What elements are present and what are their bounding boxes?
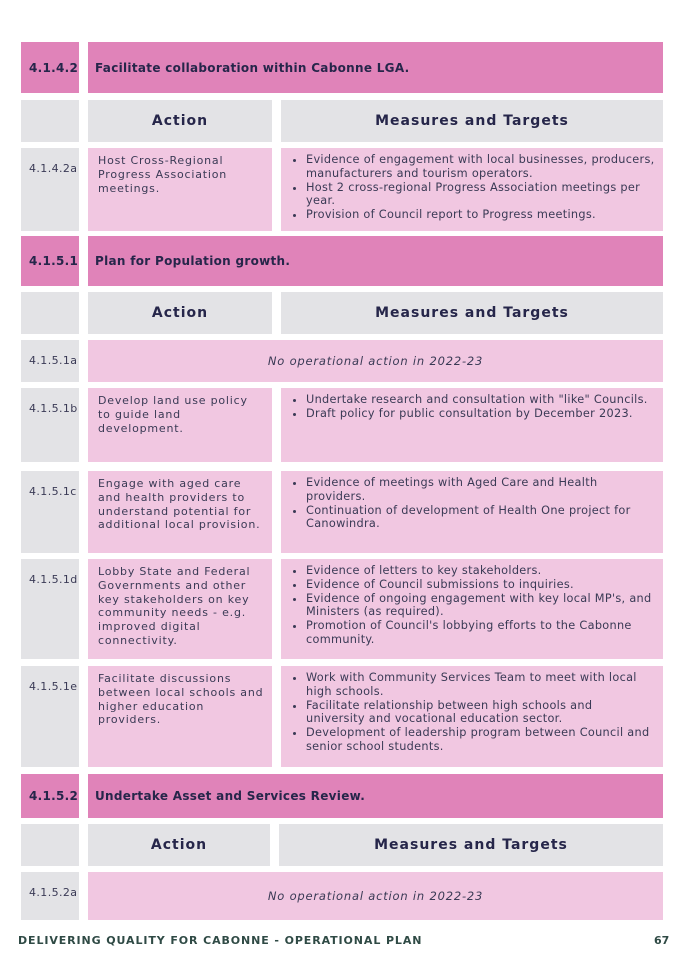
- measures-column-header: Measures and Targets: [279, 824, 663, 866]
- section-code: 4.1.5.1: [21, 236, 79, 286]
- section-title: Facilitate collaboration within Cabonne LGA.: [88, 42, 663, 93]
- measure-item: • Work with Community Services Team to meet with local high schools.: [306, 671, 655, 699]
- measure-item: • Evidence of ongoing engagement with key local MP's, and Ministers (as required).: [306, 592, 655, 620]
- measures-column-header: Measures and Targets: [281, 100, 663, 142]
- measure-item: • Undertake research and consultation with "like" Councils.: [306, 393, 655, 407]
- row-code: 4.1.5.1c: [21, 471, 79, 553]
- measures-cell: [281, 559, 663, 659]
- page-number: 67: [654, 934, 670, 947]
- section-title: Undertake Asset and Services Review.: [88, 774, 663, 818]
- row-code: 4.1.5.1b: [21, 388, 79, 462]
- row-code: 4.1.5.2a: [21, 872, 79, 920]
- action-column-header: Action: [88, 824, 270, 866]
- measure-item: • Evidence of engagement with local businesses, producers, manufacturers and tourism operators.: [306, 153, 655, 181]
- measure-item: • Evidence of Council submissions to inquiries.: [306, 578, 655, 592]
- action-text: Facilitate discussions between local schools and higher education providers.: [88, 666, 272, 767]
- measure-item: • Draft policy for public consultation by December 2023.: [306, 407, 655, 421]
- measure-item: • Facilitate relationship between high schools and university and vocational education sector.: [306, 699, 655, 727]
- row-code: 4.1.5.1e: [21, 666, 79, 767]
- row-code: 4.1.5.1a: [21, 340, 79, 382]
- measure-item: • Host 2 cross-regional Progress Association meetings per year.: [306, 181, 655, 209]
- no-action-text: No operational action in 2022-23: [88, 872, 663, 920]
- action-text: Lobby State and Federal Governments and other key stakeholders on key community needs - e.g. improved digital connectivity.: [88, 559, 272, 659]
- section-code: 4.1.4.2: [21, 42, 79, 93]
- row-code: 4.1.4.2a: [21, 148, 79, 231]
- header-spacer-cell: [21, 824, 79, 866]
- header-spacer-cell: [21, 100, 79, 142]
- measures-cell: [281, 388, 663, 462]
- measures-list: [291, 564, 655, 647]
- measure-item: • Development of leadership program between Council and senior school students.: [306, 726, 655, 754]
- header-spacer-cell: [21, 292, 79, 334]
- section-title: Plan for Population growth.: [88, 236, 663, 286]
- measures-list: [291, 153, 655, 222]
- measures-list: [291, 671, 655, 754]
- footer-title: DELIVERING QUALITY FOR CABONNE - OPERATIONAL PLAN: [18, 934, 423, 947]
- action-column-header: Action: [88, 100, 272, 142]
- no-action-text: No operational action in 2022-23: [88, 340, 663, 382]
- measure-item: • Evidence of meetings with Aged Care and Health providers.: [306, 476, 655, 504]
- measures-cell: [281, 148, 663, 231]
- measures-list: [291, 393, 655, 421]
- measure-item: • Evidence of letters to key stakeholders.: [306, 564, 655, 578]
- action-text: Engage with aged care and health providers to understand potential for additional local provision.: [88, 471, 272, 553]
- measures-list: [291, 476, 655, 531]
- measures-column-header: Measures and Targets: [281, 292, 663, 334]
- action-text: Host Cross-Regional Progress Association meetings.: [88, 148, 272, 231]
- measure-item: • Promotion of Council's lobbying efforts to the Cabonne community.: [306, 619, 655, 647]
- measure-item: • Provision of Council report to Progress meetings.: [306, 208, 655, 222]
- action-column-header: Action: [88, 292, 272, 334]
- row-code: 4.1.5.1d: [21, 559, 79, 659]
- measure-item: • Continuation of development of Health One project for Canowindra.: [306, 504, 655, 532]
- measures-cell: [281, 666, 663, 767]
- measures-cell: [281, 471, 663, 553]
- section-code: 4.1.5.2: [21, 774, 79, 818]
- action-text: Develop land use policy to guide land development.: [88, 388, 272, 462]
